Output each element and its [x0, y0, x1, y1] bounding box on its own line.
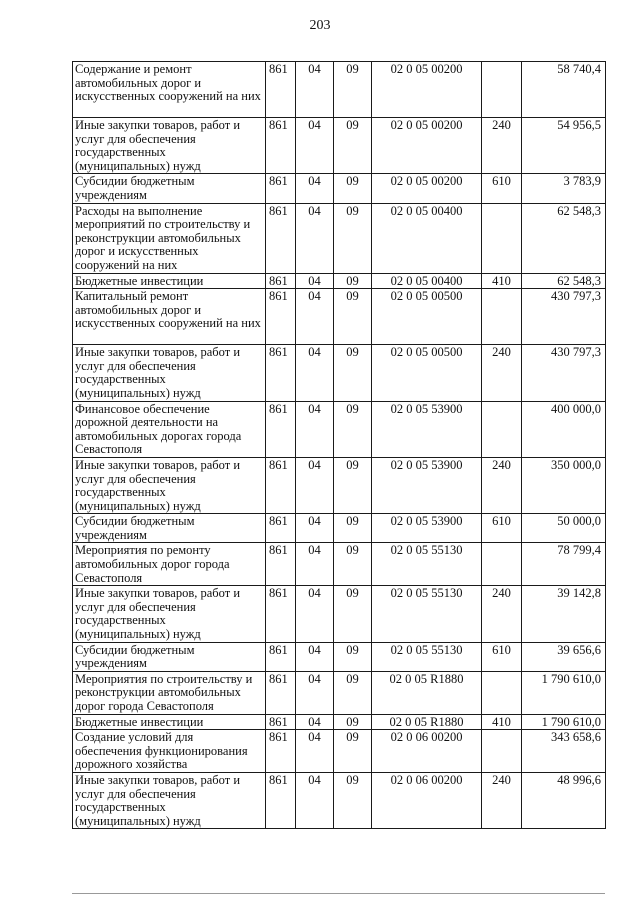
table-row — [73, 118, 606, 174]
row-ved-code: 861 — [266, 401, 296, 457]
row-ved-code: 861 — [266, 586, 296, 642]
row-subsection-code: 09 — [334, 203, 372, 273]
row-amount: 62 548,3 — [522, 273, 606, 289]
row-amount: 1 790 610,0 — [522, 714, 606, 730]
table-row — [73, 401, 606, 457]
row-amount: 39 656,6 — [522, 642, 606, 671]
row-expense-type: 610 — [482, 174, 522, 203]
row-name: Субсидии бюджетным учреждениям — [73, 642, 266, 671]
row-expense-type: 410 — [482, 273, 522, 289]
row-target-article: 02 0 05 55130 — [372, 586, 482, 642]
row-amount: 62 548,3 — [522, 203, 606, 273]
row-name: Иные закупки товаров, работ и услуг для обеспечения государственных (муниципальных) нужд — [73, 772, 266, 828]
row-target-article: 02 0 05 53900 — [372, 457, 482, 513]
table-row — [73, 203, 606, 273]
row-subsection-code: 09 — [334, 514, 372, 543]
row-subsection-code: 09 — [334, 714, 372, 730]
table-row — [73, 457, 606, 513]
row-amount: 58 740,4 — [522, 62, 606, 118]
row-ved-code: 861 — [266, 62, 296, 118]
row-name: Бюджетные инвестиции — [73, 714, 266, 730]
row-ved-code: 861 — [266, 273, 296, 289]
row-amount: 39 142,8 — [522, 586, 606, 642]
row-section-code: 04 — [296, 345, 334, 401]
row-name: Создание условий для обеспечения функционирования дорожного хозяйства — [73, 730, 266, 773]
row-subsection-code: 09 — [334, 642, 372, 671]
row-expense-type: 610 — [482, 514, 522, 543]
row-ved-code: 861 — [266, 203, 296, 273]
row-subsection-code: 09 — [334, 174, 372, 203]
row-expense-type: 240 — [482, 345, 522, 401]
row-ved-code: 861 — [266, 642, 296, 671]
row-section-code: 04 — [296, 772, 334, 828]
row-subsection-code: 09 — [334, 772, 372, 828]
row-section-code: 04 — [296, 730, 334, 773]
row-name: Субсидии бюджетным учреждениям — [73, 514, 266, 543]
row-ved-code: 861 — [266, 514, 296, 543]
row-section-code: 04 — [296, 514, 334, 543]
table-body — [73, 62, 606, 829]
row-expense-type: 240 — [482, 772, 522, 828]
row-amount: 3 783,9 — [522, 174, 606, 203]
row-ved-code: 861 — [266, 543, 296, 586]
row-section-code: 04 — [296, 586, 334, 642]
row-section-code: 04 — [296, 289, 334, 345]
row-section-code: 04 — [296, 273, 334, 289]
row-ved-code: 861 — [266, 118, 296, 174]
row-section-code: 04 — [296, 174, 334, 203]
row-section-code: 04 — [296, 203, 334, 273]
row-target-article: 02 0 05 55130 — [372, 543, 482, 586]
row-amount: 430 797,3 — [522, 345, 606, 401]
row-ved-code: 861 — [266, 457, 296, 513]
bottom-rule — [72, 893, 605, 894]
row-section-code: 04 — [296, 543, 334, 586]
row-name: Капитальный ремонт автомобильных дорог и искусственных сооружений на них — [73, 289, 266, 345]
row-expense-type — [482, 671, 522, 714]
row-subsection-code: 09 — [334, 543, 372, 586]
row-subsection-code: 09 — [334, 345, 372, 401]
row-amount: 350 000,0 — [522, 457, 606, 513]
row-ved-code: 861 — [266, 289, 296, 345]
row-target-article: 02 0 05 R1880 — [372, 671, 482, 714]
row-amount: 400 000,0 — [522, 401, 606, 457]
table-row — [73, 289, 606, 345]
row-name: Бюджетные инвестиции — [73, 273, 266, 289]
row-section-code: 04 — [296, 118, 334, 174]
row-ved-code: 861 — [266, 174, 296, 203]
row-expense-type — [482, 543, 522, 586]
row-target-article: 02 0 05 00200 — [372, 62, 482, 118]
row-expense-type — [482, 203, 522, 273]
row-name: Мероприятия по ремонту автомобильных дорог города Севастополя — [73, 543, 266, 586]
row-ved-code: 861 — [266, 772, 296, 828]
table-row — [73, 514, 606, 543]
row-section-code: 04 — [296, 714, 334, 730]
row-expense-type — [482, 730, 522, 773]
row-amount: 50 000,0 — [522, 514, 606, 543]
row-section-code: 04 — [296, 62, 334, 118]
table-row — [73, 671, 606, 714]
row-subsection-code: 09 — [334, 62, 372, 118]
table-row — [73, 345, 606, 401]
row-amount: 78 799,4 — [522, 543, 606, 586]
row-target-article: 02 0 05 R1880 — [372, 714, 482, 730]
row-name: Расходы на выполнение мероприятий по строительству и реконструкции автомобильных дорог и искусственных сооружений на них — [73, 203, 266, 273]
row-section-code: 04 — [296, 457, 334, 513]
row-target-article: 02 0 05 00500 — [372, 289, 482, 345]
row-expense-type — [482, 289, 522, 345]
row-section-code: 04 — [296, 401, 334, 457]
row-section-code: 04 — [296, 671, 334, 714]
row-expense-type: 240 — [482, 457, 522, 513]
table-row — [73, 642, 606, 671]
row-subsection-code: 09 — [334, 730, 372, 773]
row-ved-code: 861 — [266, 714, 296, 730]
row-subsection-code: 09 — [334, 401, 372, 457]
row-amount: 54 956,5 — [522, 118, 606, 174]
row-amount: 48 996,6 — [522, 772, 606, 828]
row-name: Финансовое обеспечение дорожной деятельности на автомобильных дорогах города Севастополя — [73, 401, 266, 457]
row-name: Субсидии бюджетным учреждениям — [73, 174, 266, 203]
table-row — [73, 714, 606, 730]
row-name: Содержание и ремонт автомобильных дорог и искусственных сооружений на них — [73, 62, 266, 118]
row-subsection-code: 09 — [334, 289, 372, 345]
row-subsection-code: 09 — [334, 118, 372, 174]
row-target-article: 02 0 05 55130 — [372, 642, 482, 671]
row-name: Мероприятия по строительству и реконструкции автомобильных дорог города Севастополя — [73, 671, 266, 714]
table-row — [73, 62, 606, 118]
table-row — [73, 273, 606, 289]
table-row — [73, 730, 606, 773]
row-target-article: 02 0 05 00200 — [372, 118, 482, 174]
row-expense-type: 410 — [482, 714, 522, 730]
row-target-article: 02 0 06 00200 — [372, 730, 482, 773]
row-subsection-code: 09 — [334, 273, 372, 289]
table-row — [73, 543, 606, 586]
row-amount: 430 797,3 — [522, 289, 606, 345]
row-target-article: 02 0 05 53900 — [372, 401, 482, 457]
budget-table — [72, 61, 606, 829]
row-amount: 1 790 610,0 — [522, 671, 606, 714]
row-name: Иные закупки товаров, работ и услуг для обеспечения государственных (муниципальных) нужд — [73, 118, 266, 174]
row-expense-type — [482, 401, 522, 457]
row-section-code: 04 — [296, 642, 334, 671]
row-name: Иные закупки товаров, работ и услуг для обеспечения государственных (муниципальных) нужд — [73, 345, 266, 401]
row-subsection-code: 09 — [334, 671, 372, 714]
table-row — [73, 772, 606, 828]
table-row — [73, 174, 606, 203]
row-target-article: 02 0 05 53900 — [372, 514, 482, 543]
table-row — [73, 586, 606, 642]
row-expense-type — [482, 62, 522, 118]
page-number: 203 — [309, 18, 331, 33]
row-expense-type: 610 — [482, 642, 522, 671]
row-expense-type: 240 — [482, 586, 522, 642]
row-name: Иные закупки товаров, работ и услуг для обеспечения государственных (муниципальных) нужд — [73, 586, 266, 642]
row-target-article: 02 0 05 00400 — [372, 203, 482, 273]
row-ved-code: 861 — [266, 671, 296, 714]
row-ved-code: 861 — [266, 345, 296, 401]
row-target-article: 02 0 05 00200 — [372, 174, 482, 203]
row-name: Иные закупки товаров, работ и услуг для обеспечения государственных (муниципальных) нужд — [73, 457, 266, 513]
row-expense-type: 240 — [482, 118, 522, 174]
row-subsection-code: 09 — [334, 457, 372, 513]
row-subsection-code: 09 — [334, 586, 372, 642]
row-target-article: 02 0 05 00400 — [372, 273, 482, 289]
row-target-article: 02 0 06 00200 — [372, 772, 482, 828]
row-amount: 343 658,6 — [522, 730, 606, 773]
row-target-article: 02 0 05 00500 — [372, 345, 482, 401]
row-ved-code: 861 — [266, 730, 296, 773]
